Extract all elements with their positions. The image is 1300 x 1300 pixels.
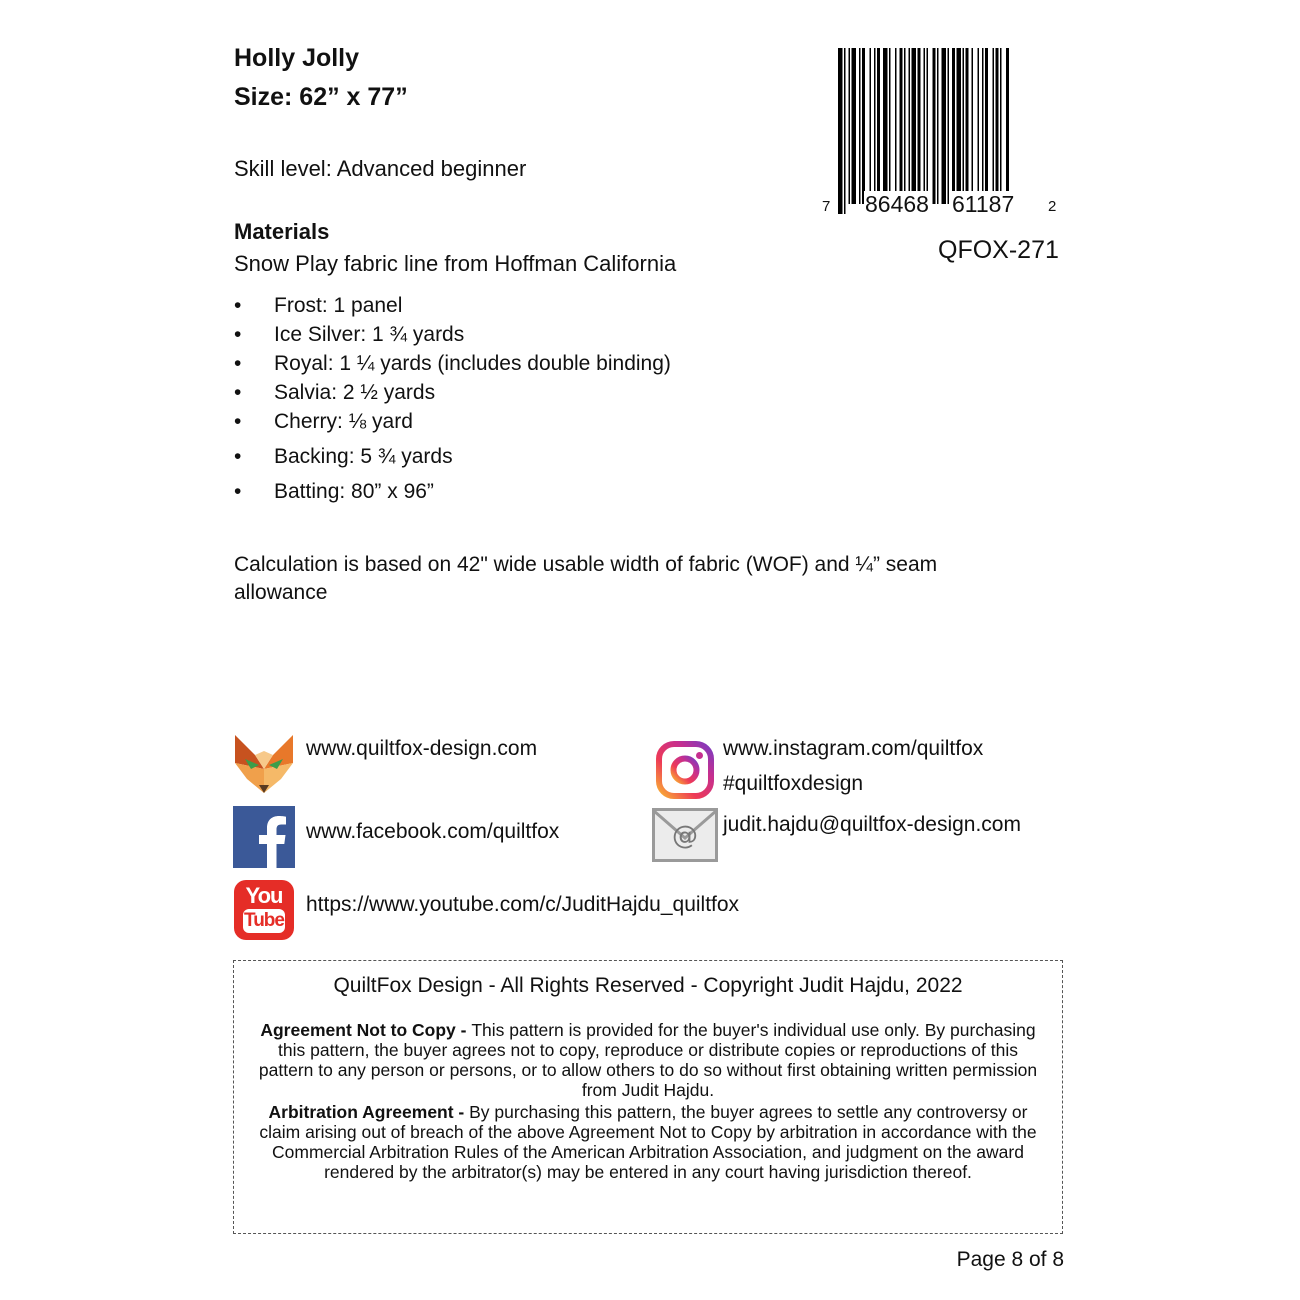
agreement-title: Agreement Not to Copy - <box>260 1020 472 1040</box>
barcode-bar <box>862 48 865 204</box>
bullet: • <box>234 381 242 404</box>
facebook-link[interactable]: www.facebook.com/quiltfox <box>306 820 560 843</box>
material-item: Frost: 1 panel <box>274 294 403 317</box>
barcode-bar <box>933 48 936 204</box>
material-item: Backing: 5 ¾ yards <box>274 445 453 468</box>
barcode-bar <box>924 48 926 214</box>
youtube-logo-bottom: Tube <box>244 910 284 931</box>
youtube-logo-top: You <box>245 883 283 908</box>
youtube-icon[interactable] <box>233 879 295 941</box>
bullet: • <box>234 480 242 503</box>
barcode-digit-lead: 7 <box>822 198 831 215</box>
bullet: • <box>234 410 242 433</box>
material-item: Salvia: 2 ½ yards <box>274 381 436 404</box>
material-item: Ice Silver: 1 ¾ yards <box>274 323 465 346</box>
barcode-bar <box>1006 48 1009 214</box>
material-item: Batting: 80” x 96” <box>274 480 434 503</box>
facebook-icon[interactable] <box>233 806 295 868</box>
barcode-bar <box>952 48 955 204</box>
calculation-note: Calculation is based on 42" wide usable width of fabric (WOF) and ¼” seam allowance <box>234 553 938 604</box>
barcode-bar <box>937 48 939 204</box>
page-number: Page 8 of 8 <box>956 1248 1064 1271</box>
barcode-bar <box>966 48 969 204</box>
agreement-text: This pattern is provided for the buyer's individual use only. By purchasing this pattern, the buyer agrees not to copy, reproduce or distribute copies or reproductions of this pattern to any person or persons, or to allow others to do so without first obtaining written permission from Judit Hajdu. <box>258 1020 1038 1100</box>
bullet: • <box>234 352 242 375</box>
barcode-bar <box>844 48 846 214</box>
material-item: Royal: 1 ¼ yards (includes double binding) <box>274 352 671 375</box>
barcode-bar <box>972 48 974 204</box>
barcode-digits-right: 61187 <box>952 191 1015 217</box>
bullet: • <box>234 294 242 317</box>
material-item: Cherry: ⅛ yard <box>274 410 413 433</box>
barcode-bar <box>993 48 995 204</box>
barcode-bar <box>948 48 950 204</box>
product-sku: QFOX-271 <box>938 236 1059 264</box>
barcode-bar <box>904 48 906 204</box>
arbitration-text: By purchasing this pattern, the buyer agrees to settle any controversy or claim arising out of breach of the above Agreement Not to Copy by arbitration in accordance with the Commercial Arbitration Rules of the American Arbitration Association, and judgment on the award rendered by the arbitrator(s) may be entered in any court having jurisdiction thereof. <box>259 1102 1037 1182</box>
barcode-digit-check: 2 <box>1048 198 1057 215</box>
email-icon[interactable] <box>652 808 718 862</box>
barcode-bar <box>942 48 947 204</box>
barcode-bar <box>927 48 929 214</box>
copyright-line: QuiltFox Design - All Rights Reserved - Copyright Judit Hajdu, 2022 <box>333 974 963 997</box>
email-link[interactable]: judit.hajdu@quiltfox-design.com <box>723 813 1021 836</box>
barcode-bar <box>996 48 999 204</box>
pattern-title: Holly Jolly <box>234 44 360 72</box>
barcode-bar <box>895 48 897 204</box>
barcode <box>822 46 1062 218</box>
youtube-link[interactable]: https://www.youtube.com/c/JuditHajdu_quiltfox <box>306 893 740 916</box>
materials-heading: Materials <box>234 219 330 244</box>
arbitration-title: Arbitration Agreement - <box>268 1102 470 1122</box>
barcode-bar <box>877 48 880 204</box>
barcode-bar <box>912 48 917 204</box>
instagram-link[interactable]: www.instagram.com/quiltfox <box>723 737 984 760</box>
bullet: • <box>234 323 242 346</box>
barcode-bar <box>870 48 872 204</box>
skill-level: Skill level: Advanced beginner <box>234 156 527 181</box>
website-link[interactable]: www.quiltfox-design.com <box>306 737 538 760</box>
barcode-bar <box>900 48 903 204</box>
barcode-bar <box>963 48 965 204</box>
barcode-bar <box>918 48 921 204</box>
barcode-bar <box>859 48 861 204</box>
copyright-notice <box>233 960 1063 1234</box>
fox-logo-icon <box>233 733 295 795</box>
barcode-digits-left: 86468 <box>865 191 929 217</box>
barcode-bar <box>982 48 984 204</box>
barcode-bar <box>909 48 911 204</box>
barcode-bar <box>849 48 851 204</box>
barcode-bar <box>978 48 980 204</box>
barcode-bar <box>852 48 857 204</box>
barcode-bar <box>957 48 962 204</box>
barcode-bar <box>883 48 888 204</box>
svg-text:@: @ <box>672 821 698 851</box>
barcode-bar <box>838 48 843 214</box>
barcode-bar <box>889 48 891 204</box>
arbitration-paragraph <box>258 1102 1038 1182</box>
pattern-size: Size: 62” x 77” <box>234 83 408 111</box>
barcode-bar <box>985 48 988 204</box>
instagram-hashtag: #quiltfoxdesign <box>723 772 864 795</box>
agreement-paragraph <box>258 1020 1038 1100</box>
materials-subtitle: Snow Play fabric line from Hoffman California <box>234 251 677 276</box>
instagram-icon[interactable] <box>655 740 715 800</box>
bullet: • <box>234 445 242 468</box>
barcode-bar <box>874 48 876 204</box>
barcode-image <box>822 46 1062 218</box>
barcode-bar <box>1000 48 1002 214</box>
